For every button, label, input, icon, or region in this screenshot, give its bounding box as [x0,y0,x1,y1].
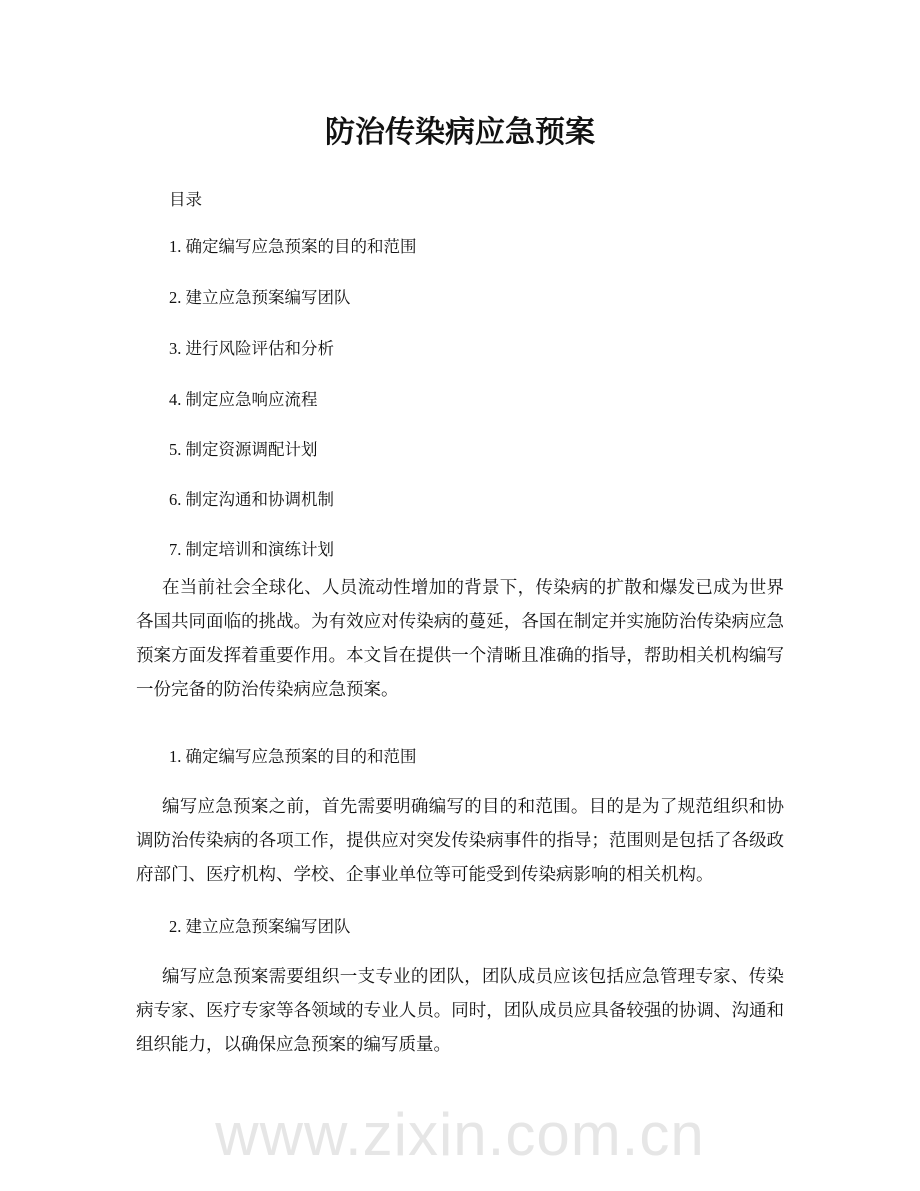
section-heading: 1. 确定编写应急预案的目的和范围 [169,747,417,766]
toc-item: 7. 制定培训和演练计划 [169,540,334,559]
document-title: 防治传染病应急预案 [325,116,595,149]
toc-item: 5. 制定资源调配计划 [169,440,318,459]
toc-item: 4. 制定应急响应流程 [169,390,318,409]
toc-item: 1. 确定编写应急预案的目的和范围 [169,237,417,256]
watermark: www.zixin.com.cn [215,1101,705,1168]
intro-paragraph: 在当前社会全球化、人员流动性增加的背景下，传染病的扩散和爆发已成为世界各国共同面临的挑战。为有效应对传染病的蔓延，各国在制定并实施防治传染病应急预案方面发挥着重要作用。本文旨在提供一个清晰且准确的指导，帮助相关机构编写一份完备的防治传染病应急预案。 [136,577,784,699]
toc-item: 3. 进行风险评估和分析 [169,339,334,358]
toc-item: 2. 建立应急预案编写团队 [169,288,351,307]
toc-item: 6. 制定沟通和协调机制 [169,490,334,509]
section-heading: 2. 建立应急预案编写团队 [169,917,351,936]
toc-heading: 目录 [169,190,202,209]
section-paragraph: 编写应急预案之前，首先需要明确编写的目的和范围。目的是为了规范组织和协调防治传染病的各项工作，提供应对突发传染病事件的指导；范围则是包括了各级政府部门、医疗机构、学校、企事业单位等可能受到传染病影响的相关机构。 [136,796,784,884]
section-paragraph: 编写应急预案需要组织一支专业的团队，团队成员应该包括应急管理专家、传染病专家、医疗专家等各领域的专业人员。同时，团队成员应具备较强的协调、沟通和组织能力，以确保应急预案的编写质量。 [136,966,784,1054]
